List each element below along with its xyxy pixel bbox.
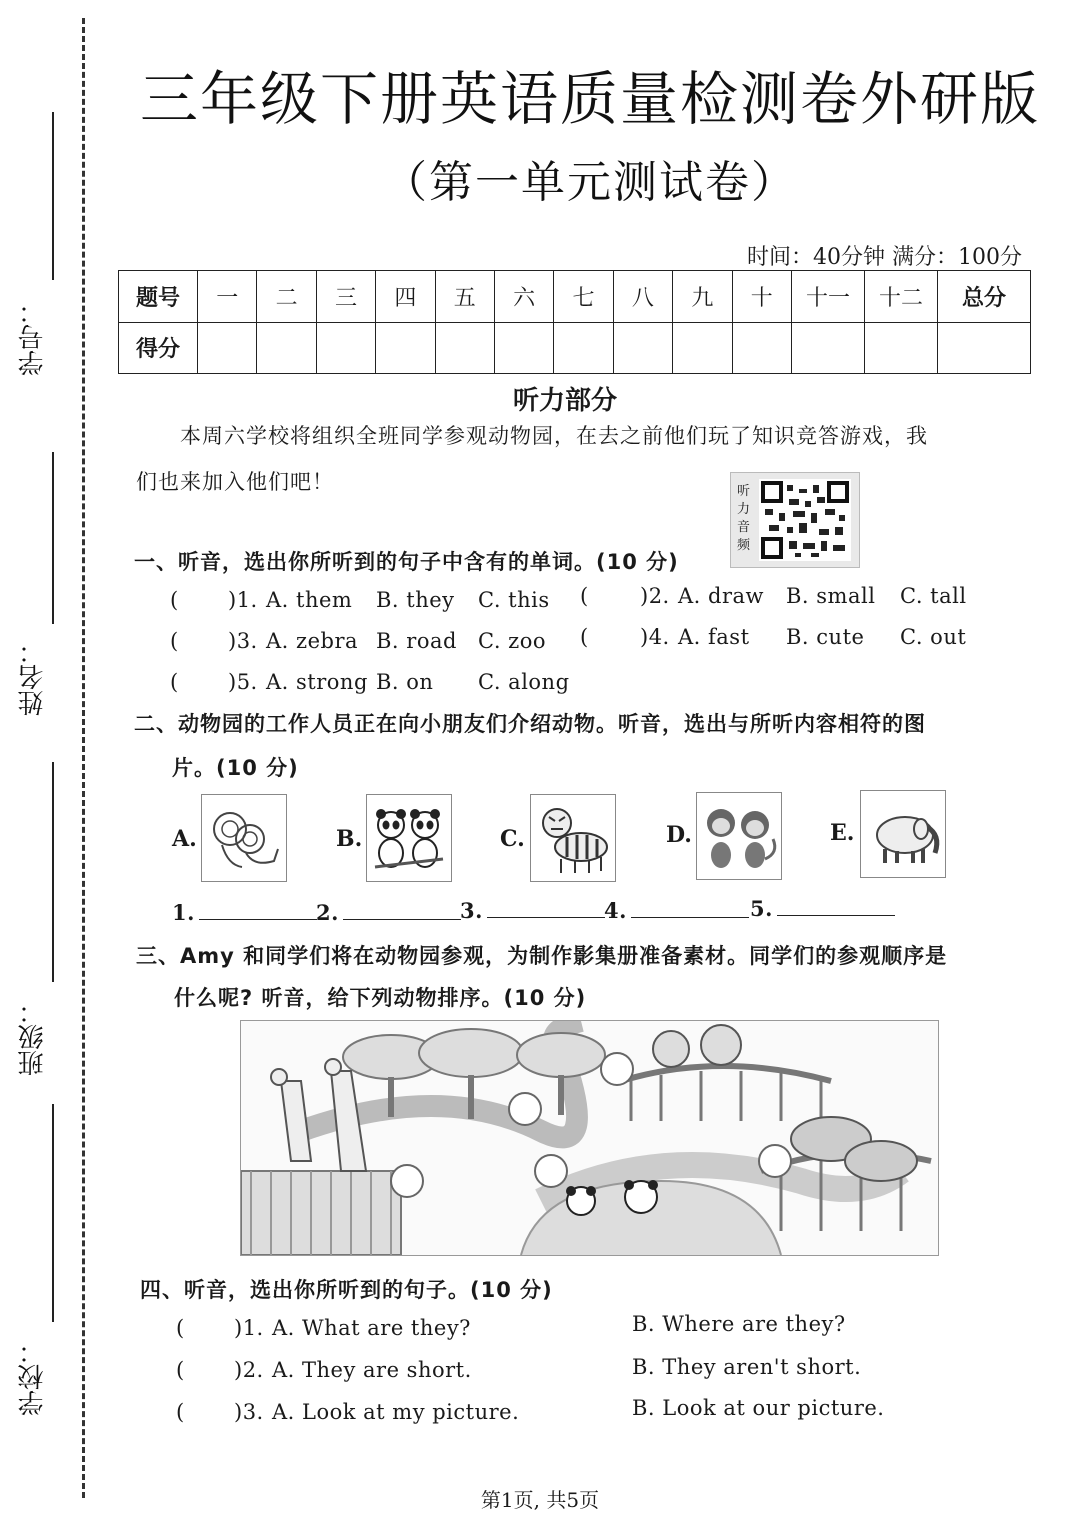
col-2: 二 [257,271,316,323]
zoo-map-icon [241,1021,938,1255]
page-footer: 第1页, 共5页 [480,1488,600,1512]
row-label-question: 题号 [119,271,198,323]
col-8: 八 [613,271,672,323]
q1-item-4-num: )4. [640,625,670,649]
time-info: 时间：40分钟 满分：100分 [747,245,1022,270]
q1-item-4-b: B. cute [786,625,865,649]
q1-item-5-num: )5. [228,670,258,694]
q1-item-3-paren[interactable]: ( [170,629,179,653]
q2-blank-3[interactable] [460,898,605,923]
q2-blank-1-line[interactable] [199,919,317,920]
lions-icon [202,795,286,881]
score-cell[interactable] [494,322,553,374]
q1-item-5-b: B. on [376,670,434,694]
q4-item-3-a: A. Look at my picture. [272,1400,520,1424]
picture-d-monkeys[interactable] [696,792,782,880]
score-cell[interactable] [257,322,316,374]
q1-heading: 一、听音，选出你所听到的句子中含有的单词。(10 分) [134,550,679,574]
q4-item-3-num: )3. [234,1400,264,1424]
q3-heading-line-2: 什么呢? 听音，给下列动物排序。(10 分) [174,986,587,1010]
q2-blank-5-num: 5. [750,896,773,921]
q4-item-2-b: B. They aren't short. [632,1355,862,1379]
q2-blank-4-line[interactable] [631,917,749,918]
q2-blank-2[interactable] [316,900,461,925]
col-5: 五 [435,271,494,323]
score-table-header-row [119,271,1031,323]
q1-item-4-paren[interactable]: ( [580,625,589,649]
col-4: 四 [376,271,435,323]
score-cell[interactable] [732,322,791,374]
school-blank[interactable] [52,1104,54,1322]
score-cell[interactable] [792,322,865,374]
col-12: 十二 [865,271,938,323]
picture-a-lions[interactable] [201,794,287,882]
col-9: 九 [673,271,732,323]
score-cell[interactable] [198,322,257,374]
q3-heading-line-1: 三、Amy 和同学们将在动物园参观，为制作影集册准备素材。同学们的参观顺序是 [136,944,948,968]
page-subtitle: （第一单元测试卷） [383,157,797,208]
picture-d-label: D. [666,822,692,848]
student-id-blank[interactable] [52,112,54,280]
tiger-icon [531,795,615,881]
school-label: 学校： [18,1338,48,1416]
score-cell-total[interactable] [938,322,1031,374]
picture-b-pandas[interactable] [366,794,452,882]
q2-blank-5[interactable] [750,896,895,921]
q1-item-2-a: A. draw [678,584,764,608]
q4-item-2-paren[interactable]: ( [176,1358,185,1382]
name-label: 姓名： [18,638,48,716]
q1-item-2-paren[interactable]: ( [580,584,589,608]
picture-e-elephant[interactable] [860,790,946,878]
picture-a-label: A. [172,826,197,852]
q2-blank-1[interactable] [172,900,317,925]
q4-item-1-a: A. What are they? [272,1316,471,1340]
class-blank[interactable] [52,762,54,982]
q1-item-1-paren[interactable]: ( [170,588,179,612]
q1-item-1-b: B. they [376,588,455,612]
q1-item-4-a: A. fast [678,625,750,649]
col-11: 十一 [792,271,865,323]
q1-item-2-c: C. tall [900,584,967,608]
q4-item-2-a: A. They are short. [272,1358,472,1382]
picture-c-label: C. [500,826,525,852]
q1-item-2-num: )2. [640,584,670,608]
student-id-label: 学号： [18,298,48,376]
score-table-score-row [119,322,1031,374]
qr-label: 听力音频 [737,484,751,553]
q1-item-2-b: B. small [786,584,876,608]
zoo-scene-illustration [240,1020,939,1256]
q4-item-3-b: B. Look at our picture. [632,1396,885,1420]
col-3: 三 [316,271,375,323]
score-cell[interactable] [865,322,938,374]
score-cell[interactable] [435,322,494,374]
q1-item-5-c: C. along [478,670,570,694]
q1-item-5-a: A. strong [266,670,368,694]
col-total: 总分 [938,271,1031,323]
intro-line-2: 们也来加入他们吧！ [136,470,334,494]
q2-blank-4-num: 4. [604,898,627,923]
score-cell[interactable] [554,322,613,374]
q1-item-1-num: )1. [228,588,258,612]
picture-e-label: E. [830,820,855,846]
q2-blank-4[interactable] [604,898,749,923]
q1-item-5-paren[interactable]: ( [170,670,179,694]
q4-item-3-paren[interactable]: ( [176,1400,185,1424]
q4-item-1-paren[interactable]: ( [176,1316,185,1340]
class-label: 班级： [18,998,48,1076]
col-6: 六 [494,271,553,323]
qr-code[interactable] [730,472,860,568]
q2-blank-2-line[interactable] [343,919,461,920]
name-blank[interactable] [52,452,54,624]
q2-blank-5-line[interactable] [777,915,895,916]
score-cell[interactable] [613,322,672,374]
q4-item-1-num: )1. [234,1316,264,1340]
q4-heading: 四、听音，选出你所听到的句子。(10 分) [140,1278,553,1302]
score-cell[interactable] [376,322,435,374]
score-cell[interactable] [673,322,732,374]
q1-item-3-b: B. road [376,629,457,653]
score-table [118,270,1031,374]
row-label-score: 得分 [119,322,198,374]
col-10: 十 [732,271,791,323]
elephant-icon [861,791,945,877]
q1-item-3-num: )3. [228,629,258,653]
q1-item-1-c: C. this [478,588,550,612]
binding-dashed-line [82,18,85,1498]
listening-section-title: 听力部分 [512,386,617,416]
intro-line-1: 本周六学校将组织全班同学参观动物园，在去之前他们玩了知识竞答游戏，我 [180,424,928,448]
q1-item-1-a: A. them [266,588,353,612]
q2-blank-1-num: 1. [172,900,195,925]
score-cell[interactable] [316,322,375,374]
col-1: 一 [198,271,257,323]
q2-heading-line-2: 片。(10 分) [172,756,299,780]
q1-item-3-a: A. zebra [266,629,359,653]
q2-blank-2-num: 2. [316,900,339,925]
page-title: 三年级下册英语质量检测卷外研版 [139,65,1040,133]
q1-item-4-c: C. out [900,625,967,649]
monkeys-icon [697,793,781,879]
picture-b-label: B. [336,826,363,852]
picture-c-tiger[interactable] [530,794,616,882]
q2-blank-3-line[interactable] [487,917,605,918]
q4-item-2-num: )2. [234,1358,264,1382]
col-7: 七 [554,271,613,323]
q2-heading-line-1: 二、动物园的工作人员正在向小朋友们介绍动物。听音，选出与所听内容相符的图 [134,712,926,736]
q1-item-3-c: C. zoo [478,629,547,653]
pandas-icon [367,795,451,881]
q2-blank-3-num: 3. [460,898,483,923]
q4-item-1-b: B. Where are they? [632,1312,846,1336]
qr-code-icon [759,479,851,561]
